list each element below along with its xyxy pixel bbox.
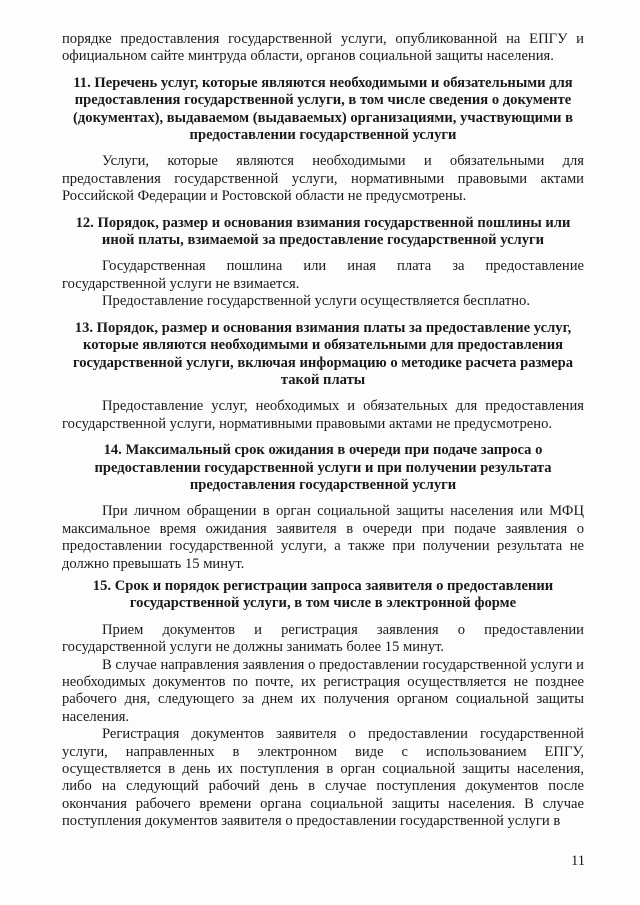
- document-body: [62, 31, 584, 831]
- section-13-paragraph-1: Предоставление услуг, необходимых и обязательных для предоставления государственной услуги, нормативными правовыми актами не предусмотрено.: [62, 398, 584, 432]
- section-12-heading: 12. Порядок, размер и основания взимания государственной пошлины или иной платы, взимаемой за предоставление государственной услуги: [75, 214, 571, 249]
- section-15-paragraph-1: Прием документов и регистрация заявления о предоставлении государственной услуги не должны занимать более 15 минут.: [62, 621, 584, 656]
- intro-continuation: порядке предоставления государственной услуги, опубликованной на ЕПГУ и официальном сайте минтруда области, органов социальной защиты населения.: [62, 31, 584, 65]
- page-number: 11: [571, 853, 586, 869]
- section-12-paragraph-2: Предоставление государственной услуги осуществляется бесплатно.: [102, 293, 530, 310]
- section-11-heading: 11. Перечень услуг, которые являются необходимыми и обязательными для предоставления государственной услуги, в том числе сведения о документе (документах), выдаваемом (выдаваемых) организациями, участвующими в предоставлении государственной услуги: [73, 74, 573, 144]
- section-15-heading: 15. Срок и порядок регистрации запроса заявителя о предоставлении государственной услуги, в том числе в электронной форме: [92, 577, 554, 612]
- section-12-paragraph-1: Государственная пошлина или иная плата за предоставление государственной услуги не взимается.: [62, 258, 584, 292]
- section-13-heading: 13. Порядок, размер и основания взимания платы за предоставление услуг, которые являются необходимыми и обязательными для предоставления государственной услуги, включая информацию о методике расчета размера такой платы: [72, 319, 574, 388]
- section-14-paragraph-1: При личном обращении в орган социальной защиты населения или МФЦ максимальное время ожидания заявителя в очереди при подаче заявления о предоставлении государственной услуги, а также при получении результата не должно превышать 15 минут.: [62, 503, 584, 572]
- section-15-paragraph-2: В случае направления заявления о предоставлении государственной услуги и необходимых документов по почте, их регистрация осуществляется не позднее рабочего дня, следующего за днем их получения органом социальной защиты населения.: [62, 656, 584, 725]
- section-11-paragraph-1: Услуги, которые являются необходимыми и обязательными для предоставления государственной услуги, нормативными правовыми актами Российской Федерации и Ростовской области не предусмотрены.: [62, 153, 584, 205]
- section-14-heading: 14. Максимальный срок ожидания в очереди при подаче запроса о предоставлении государственной услуги и при получении результата предоставления государственной услуги: [94, 442, 552, 493]
- section-15-paragraph-3: Регистрация документов заявителя о предоставлении государственной услуги, направленных в электронном виде с использованием ЕПГУ, осуществляется в день их поступления в орган социальной защиты населения, либо на следующий рабочий день в случае поступления документов после окончания рабочего времени органа социальной защиты населения. В случае поступления документов заявителя о предоставлении государственной услуги в: [62, 726, 584, 830]
